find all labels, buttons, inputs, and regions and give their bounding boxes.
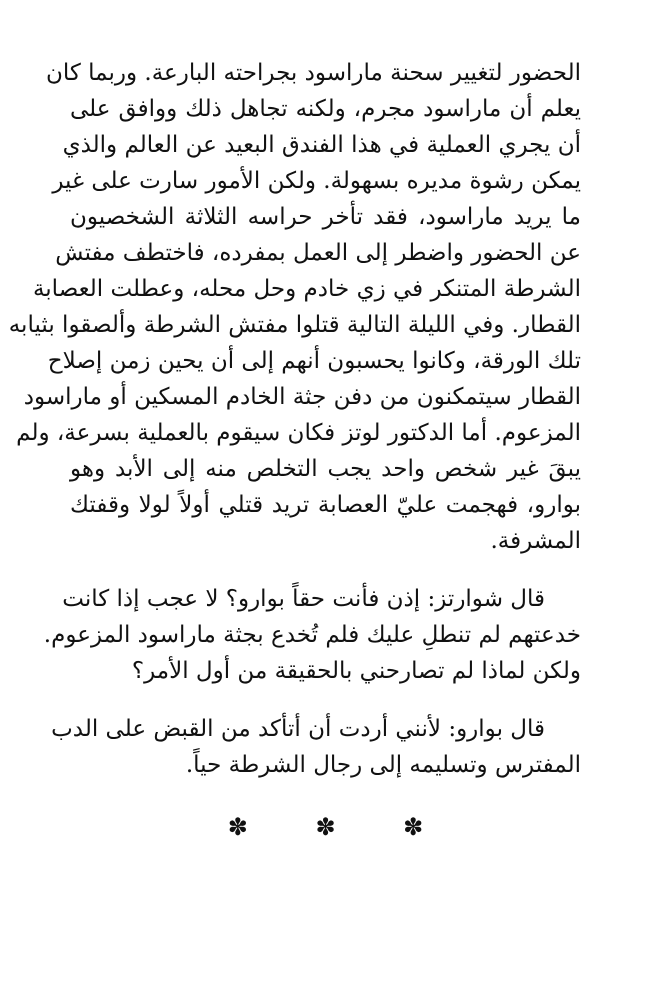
text-line: الشرطة المتنكر في زي خادم وحل محله، وعطلت العصابة [32,276,581,302]
paragraph-schwartz-dialogue [43,581,581,689]
paragraph-narration [8,55,581,559]
text-line: الحضور لتغيير سحنة ماراسود بجراحته البارعة. وربما كان [46,60,581,86]
text-line: يعلم أن ماراسود مجرم، ولكنه تجاهل ذلك ووافق على [70,96,581,122]
paragraph-poirot-dialogue [51,711,581,783]
text-line: خدعتهم لم تنطلِ عليك فلم تُخدع بجثة ماراسود المزعوم. [43,622,581,648]
text-line: يبقَ غير شخص واحد يجب التخلص منه إلى الأبد وهو [70,456,581,482]
text-line: المفترس وتسليمه إلى رجال الشرطة حياً. [185,752,581,778]
text-line: عن الحضور واضطر إلى العمل بمفرده، فاختطف مفتش [55,240,581,266]
text-line: المزعوم. أما الدكتور لوتز فكان سيقوم بالعملية بسرعة، ولم [16,420,581,446]
text-line: ما يريد ماراسود، فقد تأخر حراسه الثلاثة الشخصيون [70,204,581,230]
text-line: ولكن لماذا لم تصارحني بالحقيقة من أول الأمر؟ [131,658,581,684]
text-line: أن يجري العملية في هذا الفندق البعيد عن العالم والذي [62,132,581,158]
text-line: القطار. وفي الليلة التالية قتلوا مفتش الشرطة وألصقوا بثيابه [8,312,581,338]
text-line: قال شوارتز: إذن فأنت حقاً بوارو؟ لا عجب إذا كانت [62,586,545,612]
text-line: القطار سيتمكنون من دفن جثة الخادم المسكين أو ماراسود [23,384,581,410]
text-line: المشرفة. [490,528,581,554]
text-line: قال بوارو: لأنني أردت أن أتأكد من القبض على الدب [51,716,545,742]
text-line: يمكن رشوة مديره بسهولة. ولكن الأمور سارت على غير [52,168,581,194]
text-line: بوارو، فهجمت عليّ العصابة تريد قتلي أولاً لولا وقفتك [70,492,581,518]
book-page [8,55,581,841]
section-separator-asterisks: ✽ ✽ ✽ [227,813,454,841]
text-line: تلك الورقة، وكانوا يحسبون أنهم إلى أن يحين زمن إصلاح [47,348,581,374]
